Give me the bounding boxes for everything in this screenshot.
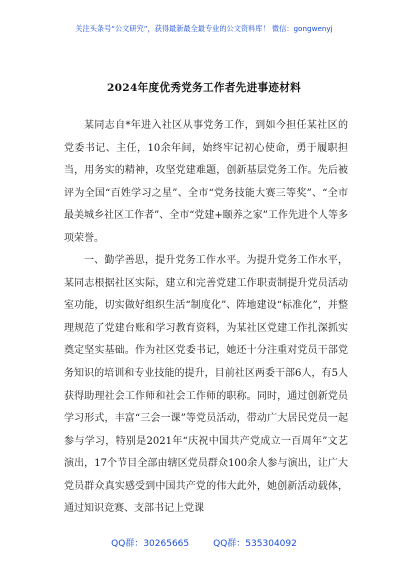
footer-qq-group-2: QQ群：535304092 [213, 539, 297, 549]
intro-paragraph: 某同志自*年进入社区从事党务工作，到如今担任某社区的党委书记、主任，10余年间，始终牢记初心使命，勇于履职担当，用务实的精神，攻坚党建难题，创新基层党务工作。先后被评为全国“百姓学习之星”、全市“党务技能大赛三等奖”、“全市最美城乡社区工作者”、全市“党建+颐养之家”工作先进个人等多项荣誉。 [64, 120, 348, 244]
section-one-paragraph: 一、勤学善思，提升党务工作水平。为提升党务工作水平，某同志根据社区实际，建立和完善党建工作职责制提升党员活动室功能，切实做好组织生活“制度化”、阵地建设“标准化”，并整理规范了党建台账和学习教育资料，为某社区党建工作扎深抓实奠定坚实基础。作为社区党委书记，她还十分注重对党员干部党务知识的培训和专业技能的提升，目前社区两委干部6人，有5人获得助理社会工作师和社会工作师的职称。同时，通过创新党员学习形式，丰富“三会一课”等党员活动，带动广大居民党员一起参与学习，特别是2021年“庆祝中国共产党成立一百周年”文艺演出，17个节目全部由辖区党员群众100余人参与演出，让广大党员群众真实感受到中国共产党的伟大此外，她创新活动载体，通过知识竞赛、支部书记上党课 [64, 255, 348, 515]
top-promo-notice: 关注头条号“公文研究”，获得最新最全最专业的公文资料库！ 微信：gongwenyj [75, 24, 333, 33]
document-title: 2024年度优秀党务工作者先进事迹材料 [106, 82, 302, 94]
document-body [64, 115, 348, 521]
footer-qq-group-1: QQ群：30265665 [111, 539, 190, 549]
footer-qq-groups [0, 536, 408, 549]
